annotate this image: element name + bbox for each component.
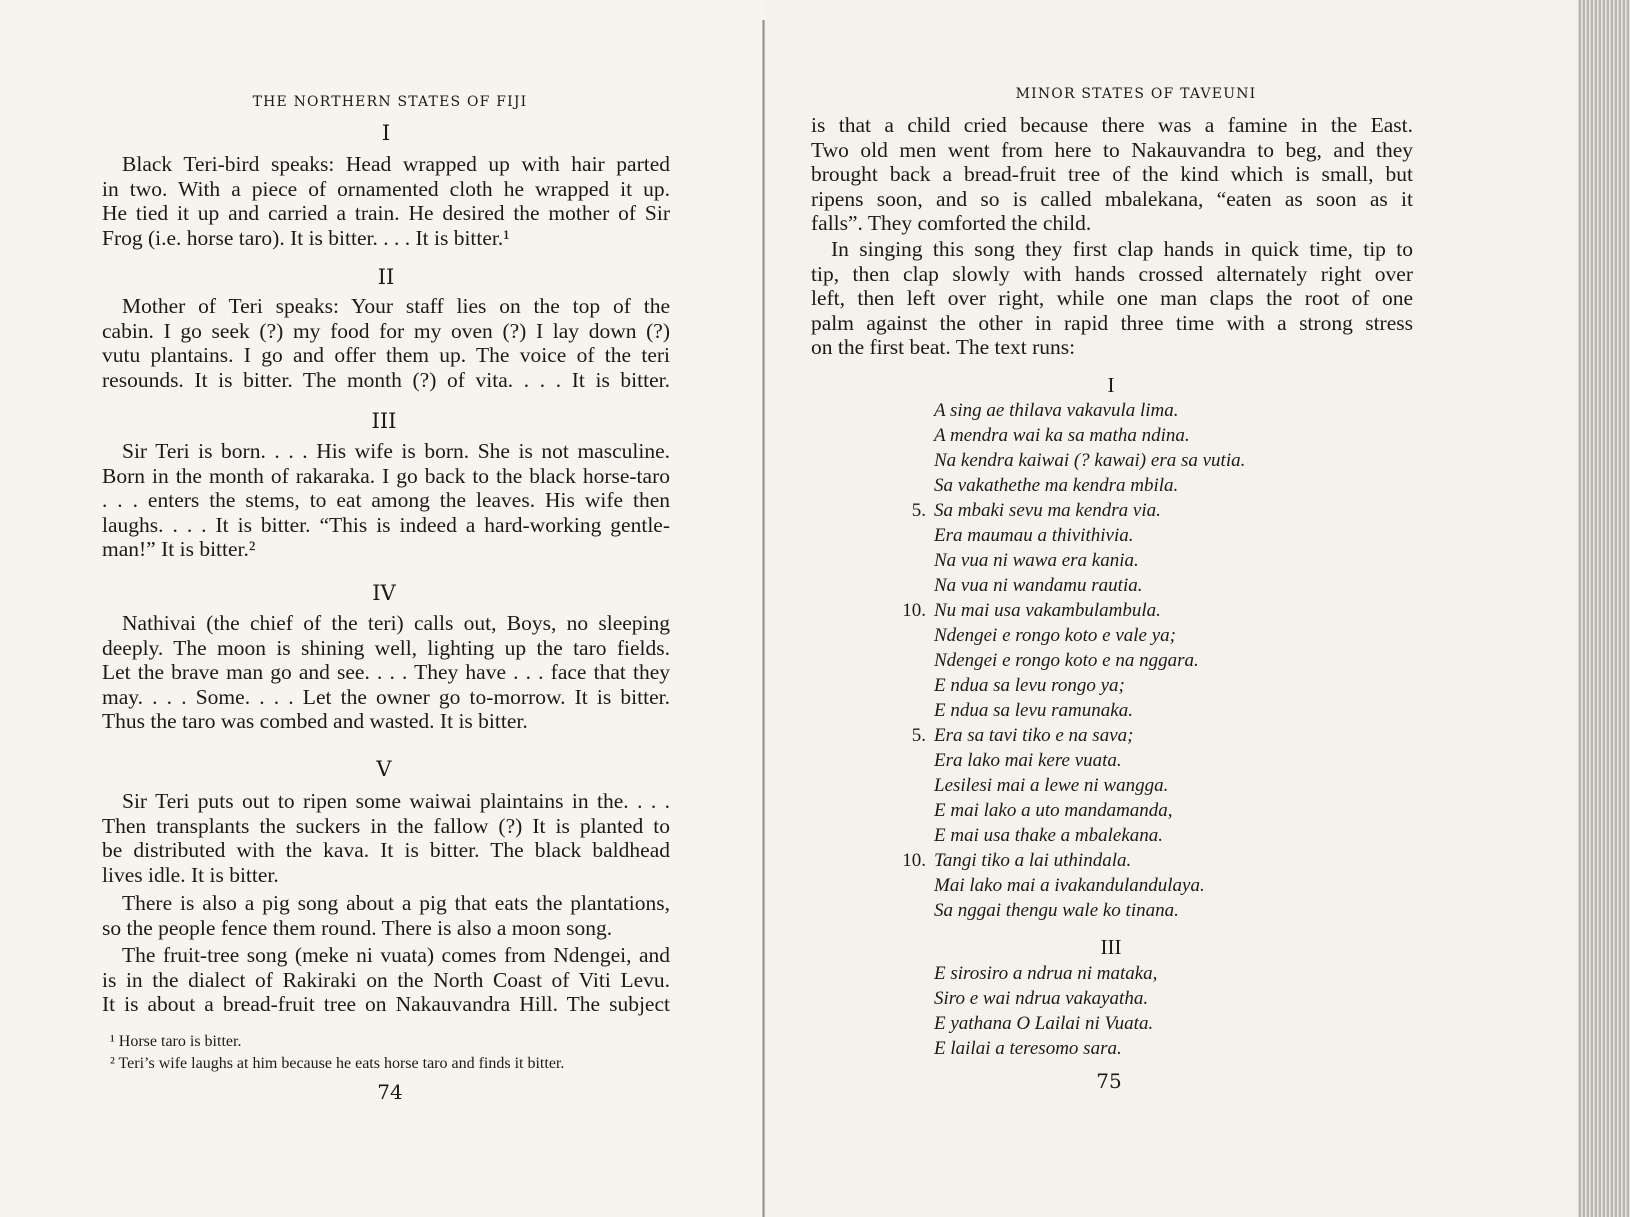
verse-line-number: 10. xyxy=(902,850,926,871)
verse-line: E sirosiro a ndrua ni mataka, xyxy=(934,963,1158,984)
song-text xyxy=(766,0,1576,1217)
verse-line: Era sa tavi tiko e na sava; xyxy=(934,725,1134,746)
verse-line: E yathana O Lailai ni Vuata. xyxy=(934,1013,1154,1034)
section-number: III xyxy=(371,409,397,433)
page-edges xyxy=(1578,0,1630,1217)
verse-line: Na vua ni wandamu rautia. xyxy=(934,575,1143,596)
section-number: IV xyxy=(372,581,396,605)
verse-line-number: 5. xyxy=(911,500,926,521)
section-number: I xyxy=(381,121,391,145)
section-3-text: Sir Teri is born. . . . His wife is born. She is not masculine. Born in the month of rakaraka. I go back to the black horse-taro . . . enters the stems, to eat among the leaves. His wife then laughs. . . . It is bitter. “This is indeed a hard-working gentle- man!” It is bitter.² xyxy=(102,439,670,562)
section-number: V xyxy=(376,757,392,781)
verse-line: Sa mbaki sevu ma kendra via. xyxy=(934,500,1161,521)
footnote-1: ¹ Horse taro is bitter. xyxy=(110,1033,242,1050)
verse-line: Tangi tiko a lai uthindala. xyxy=(934,850,1132,871)
verse-line: Na vua ni wawa era kania. xyxy=(934,550,1139,571)
verse-section-number: III xyxy=(1100,935,1122,959)
verse-line: E lailai a teresomo sara. xyxy=(934,1038,1122,1059)
verse-line: E ndua sa levu ramunaka. xyxy=(934,700,1133,721)
verse-line: A sing ae thilava vakavula lima. xyxy=(934,400,1179,421)
right-page xyxy=(766,0,1576,1217)
book-gutter xyxy=(762,20,765,1217)
verse-line: Lesilesi mai a lewe ni wangga. xyxy=(934,775,1169,796)
fruit-tree-paragraph: The fruit-tree song (meke ni vuata) comes from Ndengei, and is in the dialect of Rakiraki on the North Coast of Viti Levu. It is about a bread-fruit tree on Nakauvandra Hill. The subject xyxy=(102,943,670,1017)
left-page xyxy=(0,0,766,1217)
section-2-text: Mother of Teri speaks: Your staff lies on the top of the cabin. I go seek (?) my food for my oven (?) I lay down (?) vutu plantains. I go and offer them up. The voice of the teri resounds. It is bitter. The month (?) of vita. . . . It is bitter. xyxy=(102,294,670,392)
verse-line: Ndengei e rongo koto e na nggara. xyxy=(934,650,1199,671)
verse-line: E mai lako a uto mandamanda, xyxy=(934,800,1173,821)
page-number-left: 74 xyxy=(377,1080,403,1104)
verse-line: A mendra wai ka sa matha ndina. xyxy=(934,425,1190,446)
verse-line: Nu mai usa vakambulambula. xyxy=(934,600,1161,621)
verse-line: E mai usa thake a mbalekana. xyxy=(934,825,1164,846)
running-head-left: THE NORTHERN STATES OF FIJI xyxy=(252,94,528,110)
footnote-2: ² Teri’s wife laughs at him because he eats horse taro and finds it bitter. xyxy=(110,1055,565,1072)
pig-song-paragraph: There is also a pig song about a pig that eats the plantations, so the people fence them round. There is also a moon song. xyxy=(102,891,670,940)
verse-line: Na kendra kaiwai (? kawai) era sa vutia. xyxy=(934,450,1246,471)
page-number-right: 75 xyxy=(1096,1069,1122,1093)
verse-line-number: 10. xyxy=(902,600,926,621)
section-5-text: Sir Teri puts out to ripen some waiwai plaintains in the. . . . Then transplants the suckers in the fallow (?) It is planted to be distributed with the kava. It is bitter. The black baldhead lives idle. It is bitter. xyxy=(102,789,670,887)
verse-line: Mai lako mai a ivakandulandulaya. xyxy=(934,875,1205,896)
verse-line-number: 5. xyxy=(911,725,926,746)
verse-line: E ndua sa levu rongo ya; xyxy=(934,675,1125,696)
section-4-text: Nathivai (the chief of the teri) calls out, Boys, no sleeping deeply. The moon is shining well, lighting up the taro fields. Let the brave man go and see. . . . They have . . . face that they may. . . . Some. . . . Let the owner go to-morrow. It is bitter. Thus the taro was combed and wasted. It is bitter. xyxy=(102,611,670,734)
section-number: II xyxy=(377,265,395,289)
right-paragraph-1: is that a child cried because there was a famine in the East. Two old men went from here to Nakauvandra to beg, and they brought back a bread-fruit tree of the kind which is small, but ripens soon, and so is called mbalekana, “eaten as soon as it falls”. They comforted the child. xyxy=(811,113,1413,236)
right-paragraph-2: In singing this song they first clap hands in quick time, tip to tip, then clap slowly with hands crossed alternately right over left, then left over right, while one man claps the root of one palm against the other in rapid three time with a strong stress on the first beat. The text runs: xyxy=(811,237,1413,360)
verse-line: Sa nggai thengu wale ko tinana. xyxy=(934,900,1179,921)
verse-line: Era maumau a thivithivia. xyxy=(934,525,1134,546)
verse-line: Ndengei e rongo koto e vale ya; xyxy=(934,625,1176,646)
verse-section-number: I xyxy=(1107,373,1115,397)
running-head-right: MINOR STATES OF TAVEUNI xyxy=(1015,86,1257,102)
verse-line: Siro e wai ndrua vakayatha. xyxy=(934,988,1149,1009)
section-1-text: Black Teri-bird speaks: Head wrapped up with hair parted in two. With a piece of ornamented cloth he wrapped it up. He tied it up and carried a train. He desired the mother of Sir Frog (i.e. horse taro). It is bitter. . . . It is bitter.¹ xyxy=(102,152,670,250)
verse-line: Sa vakathethe ma kendra mbila. xyxy=(934,475,1179,496)
verse-line: Era lako mai kere vuata. xyxy=(934,750,1122,771)
